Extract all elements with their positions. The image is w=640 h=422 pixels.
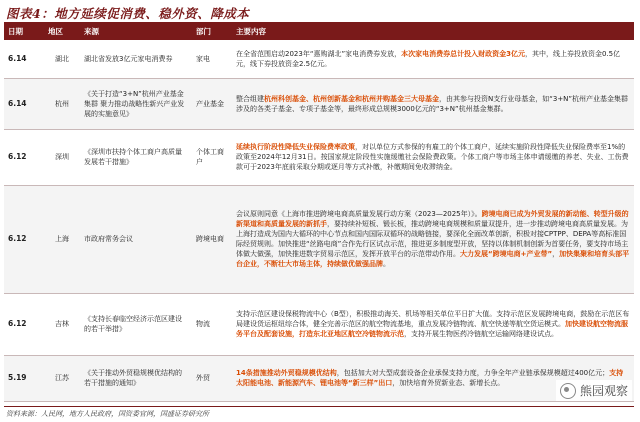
content-text: 整合组建 (236, 94, 264, 103)
table-row (4, 293, 634, 355)
row-dept: 个体工商户 (192, 129, 232, 185)
content-text: ，其中，线上券投放资金0.5亿元，线下券投放资金2.5亿元。 (236, 49, 621, 68)
row-source: 湖北省发放3亿元家电消费券 (80, 40, 192, 78)
source-rule (4, 406, 634, 407)
table-row (4, 40, 634, 78)
content-text: ，由其参与投资N支行业母基金，如“3+N”杭州产业基金集群涉及的各类子基金、专项子基金等，最终形成总规模3000亿元的“3+N”杭州基金集群。 (236, 94, 629, 113)
content-highlight: 跨境电商已成为外贸发展的新动能、转型升级的新渠道和高质量发展的新抓手 (236, 210, 629, 228)
content-text: 。 (383, 260, 390, 268)
row-region: 上海 (44, 185, 80, 293)
row-source: 《深圳市扶持个体工商户高质量发展若干措施》 (80, 129, 192, 185)
row-content (232, 293, 634, 355)
row-dept: 产业基金 (192, 78, 232, 129)
content-text: ，支持开展生物医药冷链航空运输网络建设试点。 (404, 330, 558, 338)
content-highlight: 14条措施推动外贸稳规模优结构 (236, 369, 337, 377)
content-text: ，对以单位方式参保的有雇工的个体工商户，延续实施阶段性降低失业保险费率至1%的政策至2024年12月31日。按国家规定阶段性实施缓缴社会保险费政策。个体工商户等市场主体申请缓缴的养老、失业、工伤费款可于2023年底前采取分期或逐月等方式补缴，补缴期间免收滞纳金。 (236, 143, 629, 171)
row-dept: 家电 (192, 40, 232, 78)
row-source: 市政府常务会议 (80, 185, 192, 293)
table-row (4, 78, 634, 129)
header-dept: 部门 (192, 24, 232, 40)
row-region: 江苏 (44, 355, 80, 401)
header-region: 地区 (44, 24, 80, 40)
row-source: 《关于推动外贸稳规模优结构的若干措施的通知》 (80, 355, 192, 401)
content-highlight: 加快集聚和培育头部平台企业，不断壮大市场主体，持续做优做强品牌 (236, 250, 630, 268)
content-text: ，包括加大对大型成套设备企业承保支持力度，力争全年产业链承保规模超过400亿元； (336, 369, 610, 377)
watermark (556, 380, 632, 401)
content-highlight: 本次家电消费券总计投入财政资金3亿元 (401, 49, 525, 58)
row-content (232, 78, 634, 129)
content-highlight: 延续执行阶段性降低失业保险费率政策 (236, 143, 355, 151)
row-content (232, 129, 634, 185)
table-header-row (4, 24, 634, 40)
row-region: 吉林 (44, 293, 80, 355)
content-highlight: 杭州科创基金、杭州创新基金和杭州并购基金三大母基金 (264, 94, 439, 103)
header-source: 来源 (80, 24, 192, 40)
row-date: 5.19 (4, 355, 44, 401)
table-row (4, 185, 634, 293)
figure-title: 图表4：地方延续促消费、稳外资、降成本 (6, 6, 250, 21)
wechat-logo-icon (560, 383, 576, 399)
row-date: 6.14 (4, 78, 44, 129)
row-dept: 跨境电商 (192, 185, 232, 293)
content-highlight: 加快建设航空物流服务平台及配套设施，打造东北亚地区航空冷链物流示范 (236, 320, 628, 338)
row-region: 杭州 (44, 78, 80, 129)
row-source: 《关于打造“3+N”杭州产业基金集群 聚力推动战略性新兴产业发展的实施意见》 (80, 78, 192, 129)
row-dept: 物流 (192, 293, 232, 355)
row-content (232, 40, 634, 78)
row-dept: 外贸 (192, 355, 232, 401)
row-source: 《支持长春临空经济示范区建设的若干举措》 (80, 293, 192, 355)
content-text: ，要持续补短板、锻长板，推动跨境电商规模和质量双提升，进一步推动跨境电商高质量发展。为上海打造成为国内大循环的中心节点和国内国际双循环的战略链接，要深化全面改革创新，积极对接CPTPP、DEPA等高标准国际经贸规则。加快推进“丝路电商”合作先行区试点示范，推进更多制度型开放，坚持以体制机制创新为首要任务，要支持市场主体做大做强，加快推进数字贸易示范区，发挥开放平台的示范带动作用。 (236, 220, 629, 258)
header-date: 日期 (4, 24, 44, 40)
content-text: ， (552, 250, 560, 258)
watermark-text: 熊园观察 (579, 384, 628, 398)
table-row (4, 355, 634, 401)
row-date: 6.14 (4, 40, 44, 78)
row-date: 6.12 (4, 185, 44, 293)
policy-table (4, 24, 634, 402)
content-text: 支持示范区建设保税物流中心（B型），积极推动海关、机场等相关单位平日扩大值。支持示范区发展跨境电商，鼓励在示范区布局建设货运枢纽综合体，健全完善示范区的航空物流基地，重点发展冷链物流、航空快递等航空货运模式。 (236, 310, 630, 328)
content-highlight: 支持太阳能电池、新能源汽车、锂电池等“新三样”出口 (236, 369, 624, 387)
content-text: 在全省范围启动2023年“惠购湖北”家电消费券发放， (236, 49, 402, 58)
source-note: 资料来源：人民网，地方人民政府，国资委官网，国盛证券研究所 (6, 410, 209, 418)
header-content: 主要内容 (232, 24, 634, 40)
row-date: 6.12 (4, 129, 44, 185)
row-date: 6.12 (4, 293, 44, 355)
row-content (232, 185, 634, 293)
content-text: ，加快培育外贸新业态、新增长点。 (392, 379, 505, 387)
content-text: 会议原则同意《上海市推进跨境电商高质量发展行动方案（2023—2025年）》。 (236, 210, 482, 218)
row-region: 湖北 (44, 40, 80, 78)
table-row (4, 129, 634, 185)
content-highlight: 大力发展“跨境电商+产业带” (460, 250, 553, 258)
row-region: 深圳 (44, 129, 80, 185)
